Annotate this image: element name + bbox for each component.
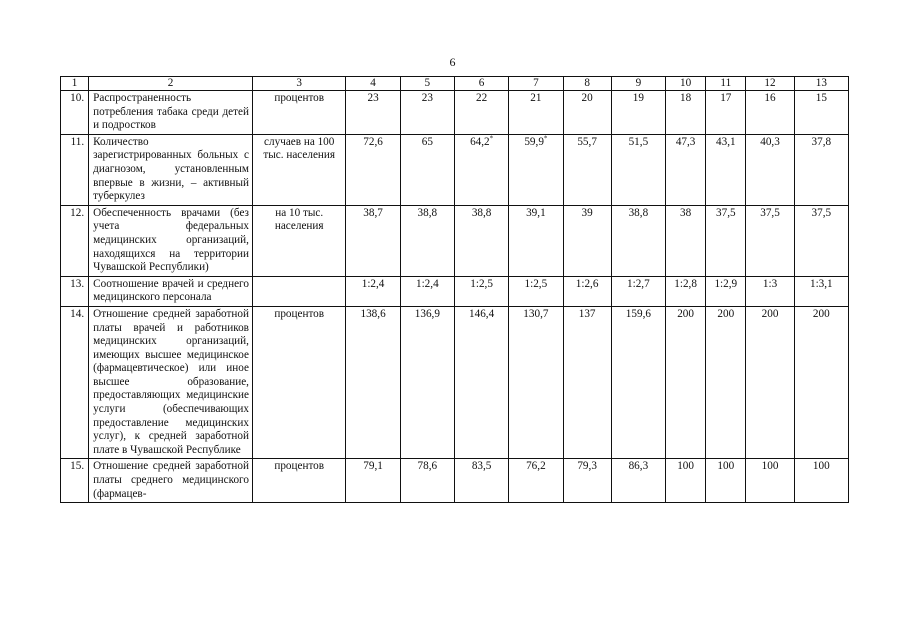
value-cell: 100 (746, 459, 794, 503)
row-number: 10. (61, 91, 89, 135)
table-row (61, 91, 849, 135)
value-cell: 22 (454, 91, 508, 135)
value-cell: 200 (706, 306, 746, 459)
value-cell: 59,9* (509, 134, 563, 205)
value-cell: 47,3 (666, 134, 706, 205)
value-cell: 100 (794, 459, 848, 503)
value-cell: 136,9 (400, 306, 454, 459)
value-cell: 55,7 (563, 134, 611, 205)
col-header: 6 (454, 77, 508, 91)
value-cell: 79,1 (346, 459, 400, 503)
value-cell: 37,5 (706, 205, 746, 276)
value-cell: 86,3 (611, 459, 665, 503)
value-cell: 23 (400, 91, 454, 135)
col-header: 5 (400, 77, 454, 91)
value-cell: 1:2,8 (666, 276, 706, 306)
unit-cell: процентов (252, 459, 345, 503)
value-cell: 1:2,4 (400, 276, 454, 306)
table-row (61, 134, 849, 205)
indicators-table (60, 76, 849, 503)
col-header: 2 (89, 77, 253, 91)
unit-cell: случаев на 100 тыс. населения (252, 134, 345, 205)
indicator-name: Отношение средней заработной платы среднего медицинского (фармацев- (89, 459, 253, 503)
value-cell: 78,6 (400, 459, 454, 503)
indicator-name: Обеспеченность врачами (без учета федеральных медицинских организаций, находящихся на территории Чувашской Республики) (89, 205, 253, 276)
value-cell: 19 (611, 91, 665, 135)
col-header: 12 (746, 77, 794, 91)
unit-cell (252, 276, 345, 306)
value-cell: 1:2,6 (563, 276, 611, 306)
value-cell: 76,2 (509, 459, 563, 503)
value-cell: 130,7 (509, 306, 563, 459)
value-cell: 100 (706, 459, 746, 503)
value-cell: 200 (666, 306, 706, 459)
row-number: 13. (61, 276, 89, 306)
indicator-name: Соотношение врачей и среднего медицинского персонала (89, 276, 253, 306)
header-row (61, 77, 849, 91)
value-cell: 37,5 (794, 205, 848, 276)
value-cell: 1:2,4 (346, 276, 400, 306)
value-cell: 23 (346, 91, 400, 135)
value-cell: 43,1 (706, 134, 746, 205)
value-cell: 137 (563, 306, 611, 459)
value-cell: 40,3 (746, 134, 794, 205)
indicator-name: Количество зарегистрированных больных с диагнозом, установленным впервые в жизни, – активный туберкулез (89, 134, 253, 205)
row-number: 15. (61, 459, 89, 503)
value-cell: 38,8 (611, 205, 665, 276)
value-cell: 21 (509, 91, 563, 135)
row-number: 11. (61, 134, 89, 205)
value-cell: 64,2* (454, 134, 508, 205)
table-row (61, 205, 849, 276)
page-number: 6 (449, 55, 456, 69)
col-header: 4 (346, 77, 400, 91)
value-cell: 1:2,9 (706, 276, 746, 306)
indicator-name: Распространенность потребления табака среди детей и подростков (89, 91, 253, 135)
value-cell: 39,1 (509, 205, 563, 276)
unit-cell: на 10 тыс. населения (252, 205, 345, 276)
col-header: 11 (706, 77, 746, 91)
table-row (61, 306, 849, 459)
value-cell: 146,4 (454, 306, 508, 459)
value-cell: 83,5 (454, 459, 508, 503)
table-row (61, 459, 849, 503)
value-cell: 1:3,1 (794, 276, 848, 306)
value-cell: 1:3 (746, 276, 794, 306)
col-header: 10 (666, 77, 706, 91)
row-number: 12. (61, 205, 89, 276)
col-header: 8 (563, 77, 611, 91)
value-cell: 39 (563, 205, 611, 276)
unit-cell: процентов (252, 306, 345, 459)
value-cell: 38,8 (400, 205, 454, 276)
row-number: 14. (61, 306, 89, 459)
table-row (61, 276, 849, 306)
indicator-name: Отношение средней заработной платы врачей и работников медицинских организаций, имеющих высшее медицинское (фармацевтическое) или иное высшее образование, предоставляющих медицинские услуги (обеспечивающих предоставление медицинских услуг), к средней заработной плате в Чувашской Республике (89, 306, 253, 459)
col-header: 9 (611, 77, 665, 91)
value-cell: 38,7 (346, 205, 400, 276)
col-header: 13 (794, 77, 848, 91)
value-cell: 38 (666, 205, 706, 276)
value-cell: 72,6 (346, 134, 400, 205)
value-cell: 1:2,5 (509, 276, 563, 306)
value-cell: 65 (400, 134, 454, 205)
footnote-mark: * (489, 134, 494, 143)
value-cell: 16 (746, 91, 794, 135)
unit-cell: процентов (252, 91, 345, 135)
value-cell: 100 (666, 459, 706, 503)
col-header: 3 (252, 77, 345, 91)
value-cell: 20 (563, 91, 611, 135)
value-cell: 138,6 (346, 306, 400, 459)
footnote-mark: * (543, 134, 548, 143)
value-cell: 1:2,7 (611, 276, 665, 306)
value-cell: 37,5 (746, 205, 794, 276)
value-cell: 15 (794, 91, 848, 135)
value-cell: 17 (706, 91, 746, 135)
value-cell: 18 (666, 91, 706, 135)
value-cell: 159,6 (611, 306, 665, 459)
value-cell: 38,8 (454, 205, 508, 276)
col-header: 7 (509, 77, 563, 91)
value-cell: 1:2,5 (454, 276, 508, 306)
value-cell: 37,8 (794, 134, 848, 205)
value-cell: 79,3 (563, 459, 611, 503)
value-cell: 51,5 (611, 134, 665, 205)
col-header: 1 (61, 77, 89, 91)
value-cell: 200 (794, 306, 848, 459)
value-cell: 200 (746, 306, 794, 459)
